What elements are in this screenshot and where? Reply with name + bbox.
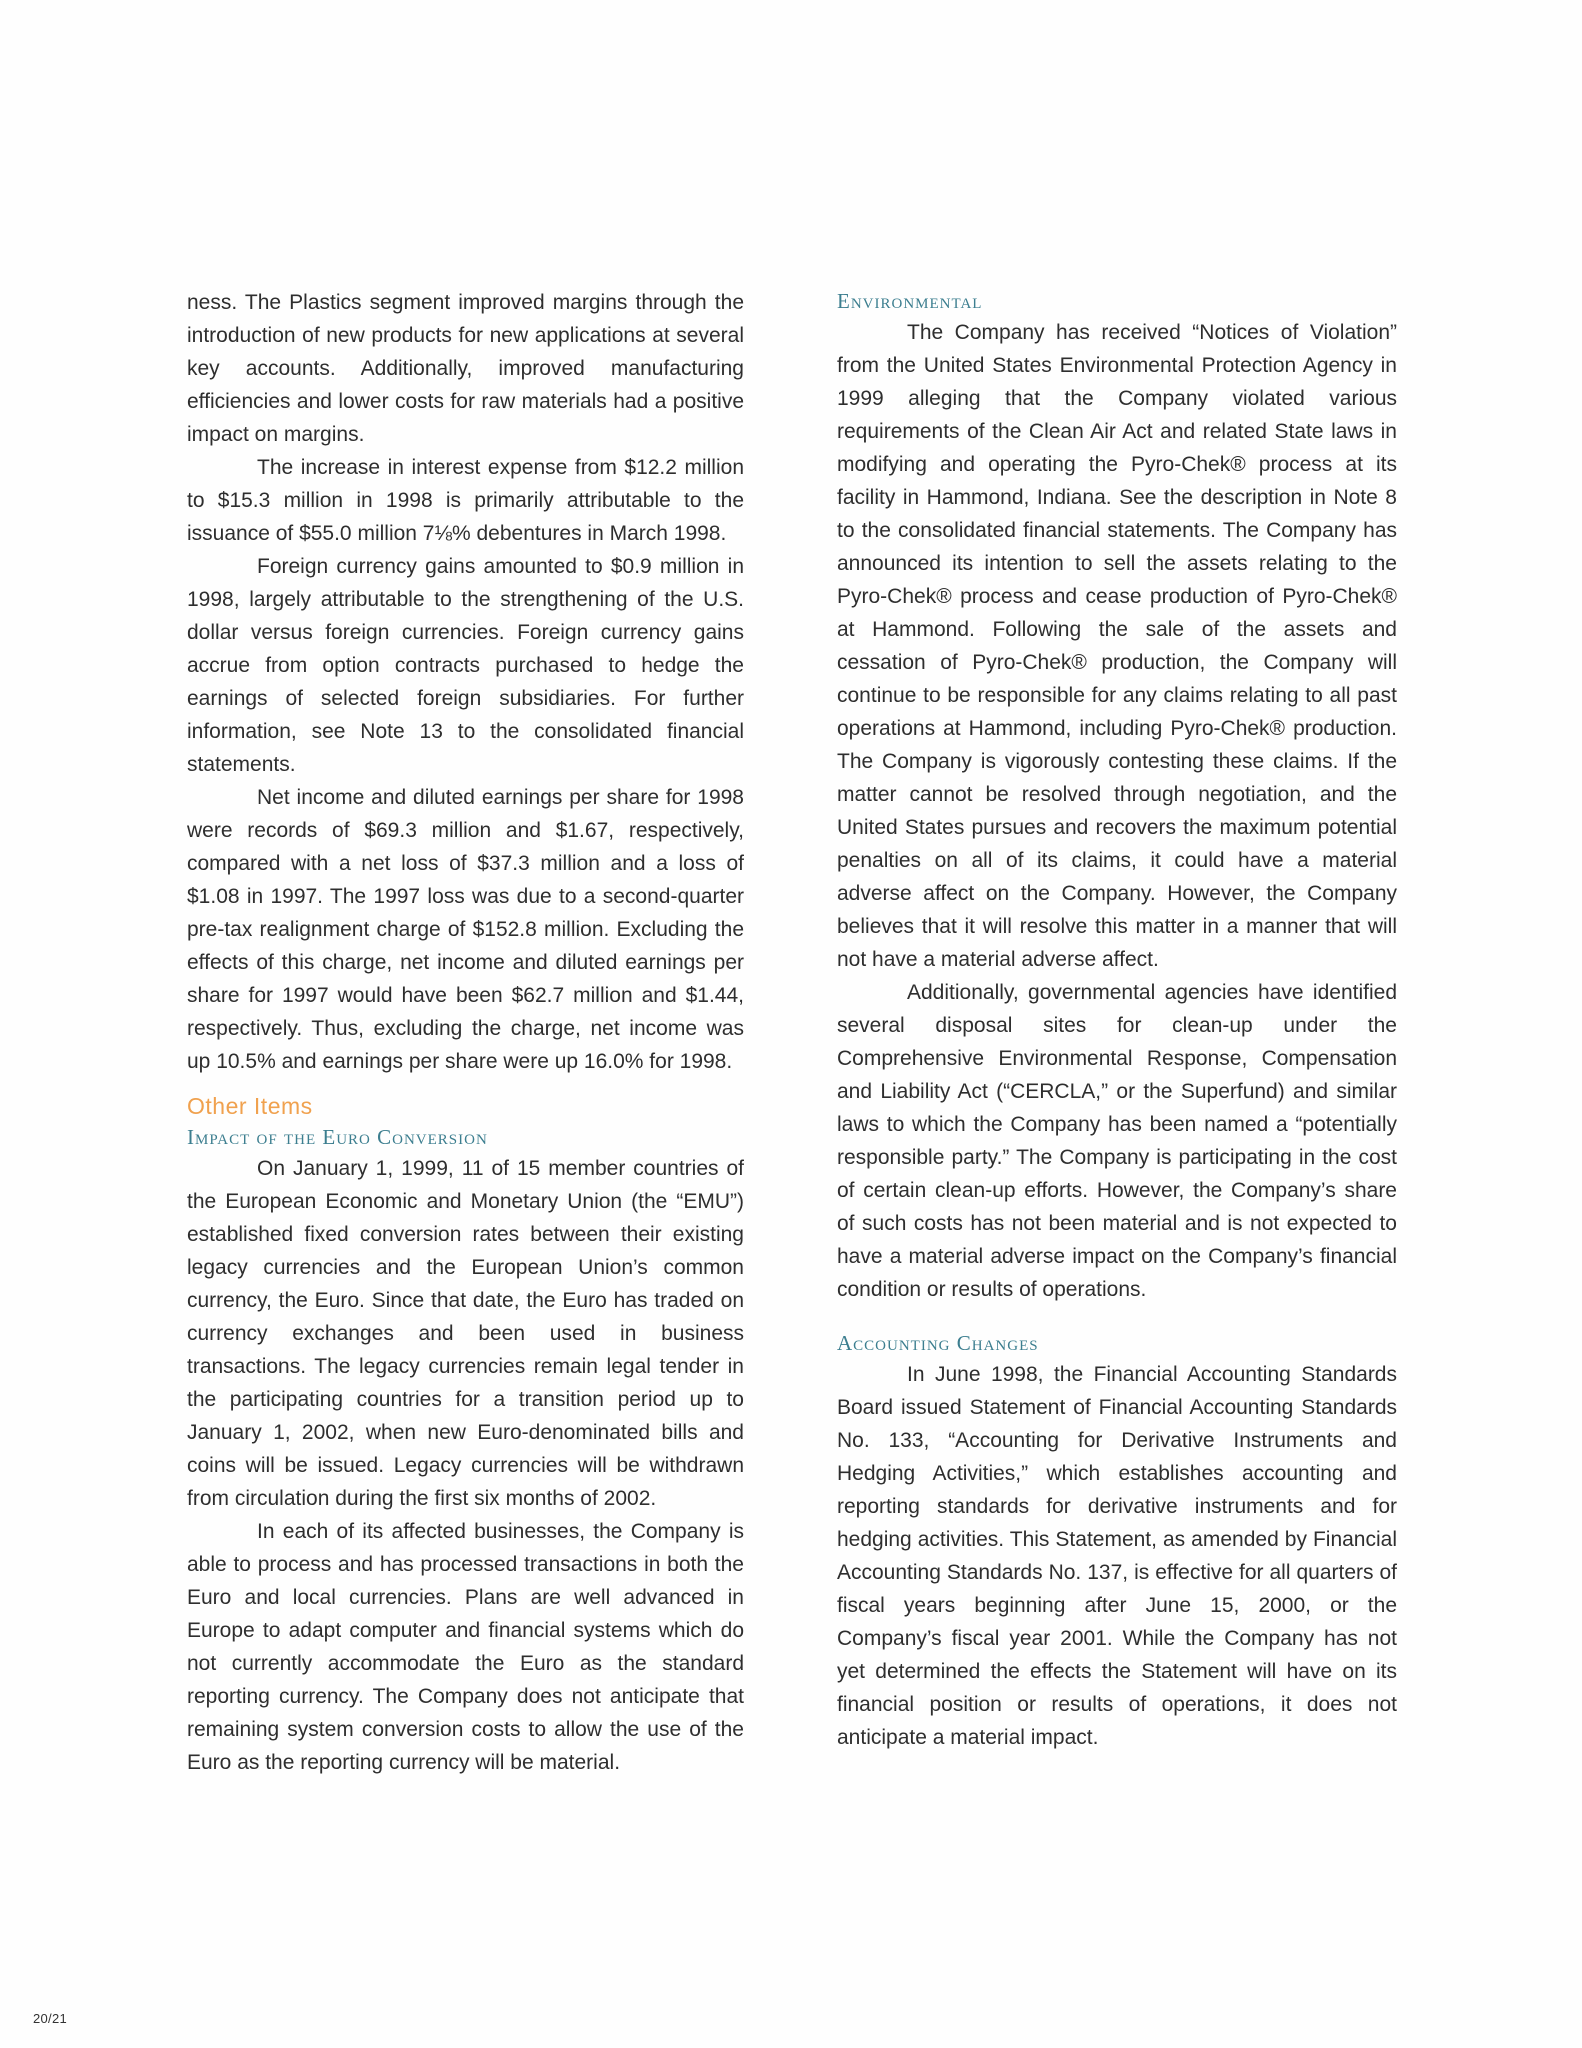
page-number: 20/21 [33,2011,68,2026]
right-column [837,286,1397,1754]
paragraph: The increase in interest expense from $12.2 million to $15.3 million in 1998 is primarily attributable to the issuance of $55.0 million 7⅛% debentures in March 1998. [187,456,744,545]
subsection-heading-accounting: Accounting Changes [837,1331,1039,1355]
subsection-heading-euro: Impact of the Euro Conversion [187,1125,488,1149]
paragraph: Additionally, governmental agencies have identified several disposal sites for clean-up under the Comprehensive Environmental Response, Compensation and Liability Act (“CERCLA,” or the Superfund) and similar laws to which the Company has been named a “potentially responsible party.” The Company is participating in the cost of certain clean-up efforts. However, the Company’s share of such costs has not been material and is not expected to have a material adverse impact on the Company’s financial condition or results of operations. [837,981,1397,1301]
paragraph: The Company has received “Notices of Violation” from the United States Environmental Protection Agency in 1999 alleging that the Company violated various requirements of the Clean Air Act and related State laws in modifying and operating the Pyro-Chek® process at its facility in Hammond, Indiana. See the description in Note 8 to the consolidated financial statements. The Company has announced its intention to sell the assets relating to the Pyro-Chek® process and cease production of Pyro-Chek® at Hammond. Following the sale of the assets and cessation of Pyro-Chek® production, the Company will continue to be responsible for any claims relating to all past operations at Hammond, including Pyro-Chek® production. The Company is vigorously contesting these claims. If the matter cannot be resolved through negotiation, and the United States pursues and recovers the maximum potential penalties on all of its claims, it could have a material adverse affect on the Company. However, the Company believes that it will resolve this matter in a manner that will not have a material adverse affect. [837,321,1397,971]
subsection-heading-environmental: Environmental [837,289,983,313]
paragraph: In each of its affected businesses, the Company is able to process and has processed transactions in both the Euro and local currencies. Plans are well advanced in Europe to adapt computer and financial systems which do not currently accommodate the Euro as the standard reporting currency. The Company does not anticipate that remaining system conversion costs to allow the use of the Euro as the reporting currency will be material. [187,1520,744,1774]
section-heading-other-items: Other Items [187,1093,313,1119]
paragraph: On January 1, 1999, 11 of 15 member countries of the European Economic and Monetary Union (the “EMU”) established fixed conversion rates between their existing legacy currencies and the European Union’s common currency, the Euro. Since that date, the Euro has traded on currency exchanges and been used in business transactions. The legacy currencies remain legal tender in the participating countries for a transition period up to January 1, 2002, when new Euro-denominated bills and coins will be issued. Legacy currencies will be withdrawn from circulation during the first six months of 2002. [187,1157,744,1510]
paragraph: In June 1998, the Financial Accounting Standards Board issued Statement of Financial Accounting Standards No. 133, “Accounting for Derivative Instruments and Hedging Activities,” which establishes accounting and reporting standards for derivative instruments and for hedging activities. This Statement, as amended by Financial Accounting Standards No. 137, is effective for all quarters of fiscal years beginning after June 15, 2000, or the Company’s fiscal year 2001. While the Company has not yet determined the effects the Statement will have on its financial position or results of operations, it does not anticipate a material impact. [837,1363,1397,1749]
paragraph: Foreign currency gains amounted to $0.9 million in 1998, largely attributable to the strengthening of the U.S. dollar versus foreign currencies. Foreign currency gains accrue from option contracts purchased to hedge the earnings of selected foreign subsidiaries. For further information, see Note 13 to the consolidated financial statements. [187,555,744,776]
paragraph: ness. The Plastics segment improved margins through the introduction of new products for new applications at several key accounts. Additionally, improved manufacturing efficiencies and lower costs for raw materials had a positive impact on margins. [187,291,744,446]
left-column [187,286,744,1779]
paragraph: Net income and diluted earnings per share for 1998 were records of $69.3 million and $1.67, respectively, compared with a net loss of $37.3 million and a loss of $1.08 in 1997. The 1997 loss was due to a second-quarter pre-tax realignment charge of $152.8 million. Excluding the effects of this charge, net income and diluted earnings per share for 1997 would have been $62.7 million and $1.44, respectively. Thus, excluding the charge, net income was up 10.5% and earnings per share were up 16.0% for 1998. [187,786,744,1073]
